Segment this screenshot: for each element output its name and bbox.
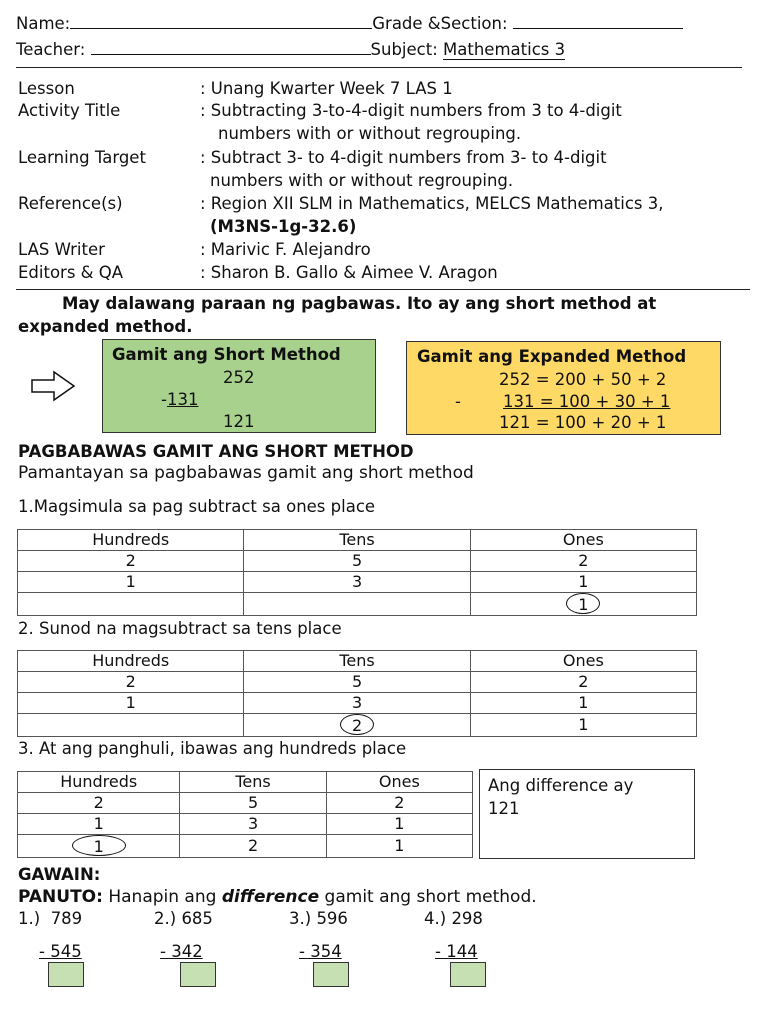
- header-ones: Ones: [470, 530, 696, 551]
- table-cell: 5: [180, 793, 326, 814]
- table-row: [18, 572, 697, 593]
- table-row: [18, 672, 697, 693]
- short-method-title: Gamit ang Short Method: [112, 345, 341, 364]
- problem-3-bottom: - 354: [299, 942, 342, 961]
- circled-answer: 1: [566, 593, 600, 614]
- info-value-writer: : Marivic F. Alejandro: [200, 240, 371, 259]
- table-cell: 3: [244, 572, 470, 593]
- problem-1-num: [18, 909, 82, 928]
- answer-box-3[interactable]: [313, 962, 349, 987]
- intro-line1: May dalawang paraan ng pagbawas. Ito ay ang short method at: [62, 294, 657, 313]
- table-cell: 2: [470, 551, 696, 572]
- step-1-table: [17, 529, 697, 616]
- info-cont-target: numbers with or without regrouping.: [210, 171, 514, 190]
- arrow-right-icon: [30, 370, 76, 402]
- table-cell: 1: [470, 572, 696, 593]
- table-cell: [244, 714, 470, 737]
- info-label-editors: Editors & QA: [18, 263, 124, 282]
- short-subtrahend-row: [161, 390, 198, 409]
- table-cell: 2: [326, 793, 472, 814]
- difference-text: Ang difference ay: [488, 776, 634, 795]
- problem-4-num: [424, 909, 483, 928]
- step-3-text: 3. At ang panghuli, ibawas ang hundreds place: [18, 739, 407, 758]
- table-cell: 2: [180, 835, 326, 858]
- expanded-line1: 252 = 200 + 50 + 2: [499, 370, 667, 389]
- panuto-post: gamit ang short method.: [319, 887, 537, 907]
- step-2-table: [17, 650, 697, 737]
- info-value-reference: : Region XII SLM in Mathematics, MELCS Mathematics 3,: [200, 194, 664, 213]
- problem-number: 2.): [154, 909, 177, 928]
- expanded-line2: 131 = 100 + 30 + 1: [503, 392, 671, 411]
- info-label-activity: Activity Title: [18, 101, 121, 120]
- answer-box-2[interactable]: [180, 962, 216, 987]
- expanded-line3: 121 = 100 + 20 + 1: [499, 413, 667, 432]
- table-cell: 2: [470, 672, 696, 693]
- table-row: [18, 835, 473, 858]
- short-method-box: [102, 339, 376, 433]
- panuto-em: difference: [221, 887, 320, 907]
- header-hundreds: Hundreds: [18, 530, 244, 551]
- problem-3-num: [289, 909, 348, 928]
- table-row: [18, 793, 473, 814]
- header-tens: Tens: [244, 530, 470, 551]
- step-3-table: [17, 771, 473, 858]
- subject-label: Subject:: [370, 40, 438, 59]
- table-row: [18, 693, 697, 714]
- panuto-label: PANUTO:: [18, 887, 103, 907]
- step-2-text: 2. Sunod na magsubtract sa tens place: [18, 619, 342, 638]
- table-cell: [244, 593, 470, 616]
- panuto-pre: Hanapin ang: [102, 887, 222, 907]
- info-cont-activity: numbers with or without regrouping.: [218, 124, 522, 143]
- header-ones: Ones: [326, 772, 472, 793]
- table-cell: 1: [470, 714, 696, 737]
- intro-line2: expanded method.: [18, 317, 193, 336]
- table-cell: 1: [18, 572, 244, 593]
- answer-box-1[interactable]: [48, 962, 84, 987]
- table-header-row: [18, 772, 473, 793]
- problem-top: 685: [181, 909, 213, 928]
- table-cell: 5: [244, 551, 470, 572]
- table-cell: 2: [18, 793, 180, 814]
- table-cell: 3: [244, 693, 470, 714]
- expanded-minus: -: [455, 392, 461, 411]
- step-1-text: 1.Magsimula sa pag subtract sa ones place: [18, 497, 376, 516]
- difference-value: 121: [488, 799, 520, 818]
- table-cell: [18, 593, 244, 616]
- name-line: [16, 14, 683, 33]
- grade-label: Grade &Section:: [372, 14, 508, 33]
- problem-top: 298: [451, 909, 483, 928]
- table-cell: [18, 835, 180, 858]
- teacher-label: Teacher:: [16, 40, 86, 59]
- problem-top: 789: [50, 909, 83, 928]
- table-cell: 1: [326, 835, 472, 858]
- short-minus: -: [161, 390, 167, 409]
- subject-value: Mathematics 3: [443, 40, 566, 59]
- table-cell: 2: [18, 551, 244, 572]
- gawain-title: GAWAIN:: [18, 865, 101, 884]
- info-label-target: Learning Target: [18, 148, 146, 167]
- info-label-lesson: Lesson: [18, 79, 75, 98]
- table-row: [18, 593, 697, 616]
- table-row: [18, 551, 697, 572]
- info-label-reference: Reference(s): [18, 194, 123, 213]
- problem-1-bottom: - 545: [39, 942, 82, 961]
- problem-top: 596: [316, 909, 348, 928]
- header-hundreds: Hundreds: [18, 772, 180, 793]
- problem-4-bottom: - 144: [435, 942, 478, 961]
- info-value-lesson: : Unang Kwarter Week 7 LAS 1: [200, 79, 453, 98]
- info-value-activity: : Subtracting 3-to-4-digit numbers from 3 to 4-digit: [200, 101, 622, 120]
- teacher-blank[interactable]: [91, 54, 371, 55]
- table-cell: 5: [244, 672, 470, 693]
- section-heading: PAGBABAWAS GAMIT ANG SHORT METHOD: [18, 442, 414, 461]
- header-hundreds: Hundreds: [18, 651, 244, 672]
- info-value-editors: : Sharon B. Gallo & Aimee V. Aragon: [200, 263, 498, 282]
- info-divider: [16, 289, 750, 290]
- info-label-writer: LAS Writer: [18, 240, 105, 259]
- answer-box-4[interactable]: [450, 962, 486, 987]
- name-blank[interactable]: [70, 28, 372, 29]
- table-row: [18, 814, 473, 835]
- problem-number: 4.): [424, 909, 447, 928]
- header-ones: Ones: [470, 651, 696, 672]
- problem-number: 3.): [289, 909, 312, 928]
- info-cont-reference: (M3NS-1g-32.6): [210, 217, 357, 236]
- short-difference: 121: [223, 412, 255, 431]
- short-subtrahend: 131: [166, 390, 199, 409]
- problem-number: 1.): [18, 909, 41, 928]
- table-header-row: [18, 530, 697, 551]
- table-cell: [470, 593, 696, 616]
- grade-blank[interactable]: [513, 28, 683, 29]
- table-cell: [18, 714, 244, 737]
- table-cell: 2: [18, 672, 244, 693]
- table-cell: 3: [180, 814, 326, 835]
- problem-2-bottom: - 342: [160, 942, 203, 961]
- header-tens: Tens: [244, 651, 470, 672]
- expanded-method-title: Gamit ang Expanded Method: [417, 347, 687, 366]
- info-value-target: : Subtract 3- to 4-digit numbers from 3- to 4-digit: [200, 148, 607, 167]
- section-subheading: Pamantayan sa pagbabawas gamit ang short method: [18, 463, 474, 483]
- difference-box: [479, 769, 695, 859]
- table-cell: 1: [326, 814, 472, 835]
- table-cell: 1: [18, 814, 180, 835]
- table-cell: 1: [470, 693, 696, 714]
- table-header-row: [18, 651, 697, 672]
- table-cell: 1: [18, 693, 244, 714]
- panuto-line: [18, 887, 537, 907]
- teacher-line: [16, 40, 565, 60]
- short-minuend: 252: [223, 368, 255, 387]
- expanded-method-box: [406, 341, 721, 435]
- header-divider: [16, 67, 742, 68]
- table-row: [18, 714, 697, 737]
- circled-answer: 2: [340, 714, 374, 735]
- problem-2-num: [154, 909, 213, 928]
- circled-answer: 1: [72, 835, 126, 856]
- header-tens: Tens: [180, 772, 326, 793]
- name-label: Name:: [16, 14, 71, 33]
